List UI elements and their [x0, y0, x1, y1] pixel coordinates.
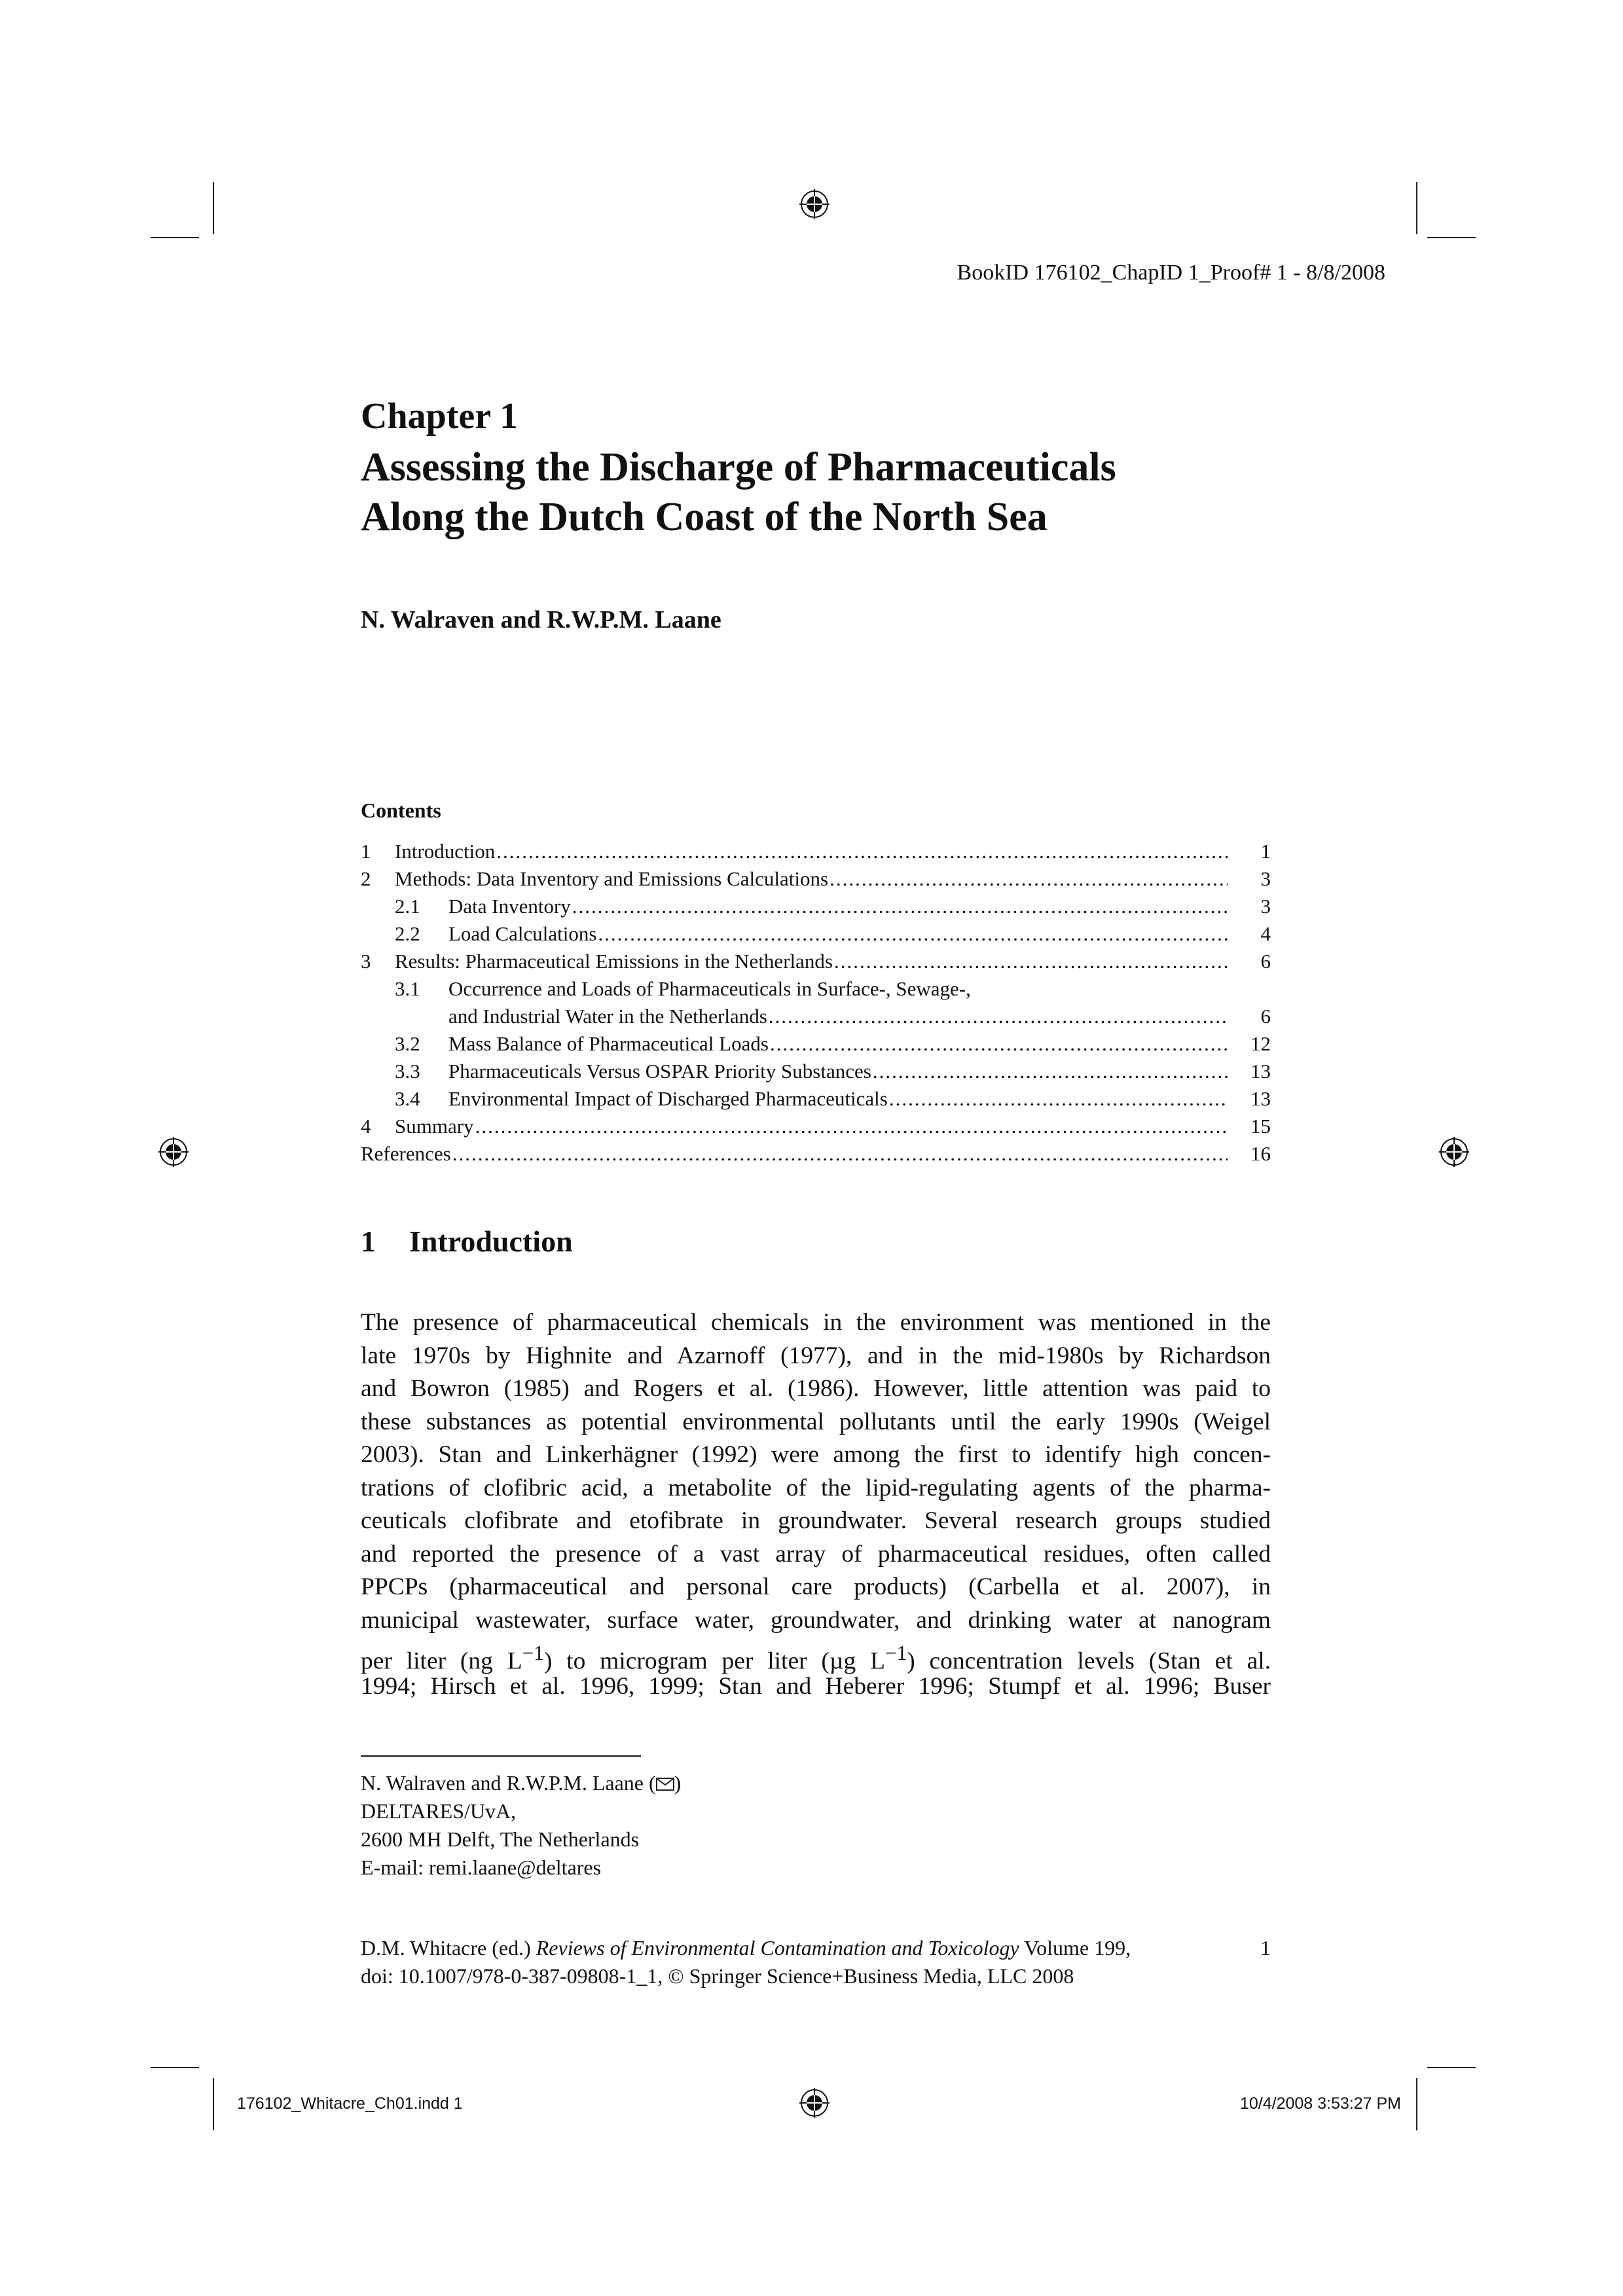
toc-page: 1 [1260, 840, 1271, 863]
toc-entry-continued[interactable] [361, 1003, 1271, 1030]
toc-entry[interactable] [361, 975, 1271, 1003]
body-line: PPCPs (pharmaceutical and personal care products) (Carbella et al. 2007), in [361, 1573, 1271, 1600]
chapter-label: Chapter 1 [361, 396, 519, 437]
journal-title: Reviews of Environmental Contamination and Toxicology [536, 1936, 1019, 1960]
toc-entry[interactable] [361, 1085, 1271, 1113]
toc-page: 13 [1250, 1087, 1271, 1110]
crop-mark [1416, 2078, 1417, 2130]
doi-line[interactable]: doi: 10.1007/978-0-387-09808-1_1, © Springer Science+Business Media, LLC 2008 [361, 1964, 1074, 1988]
envelope-icon[interactable] [656, 1778, 674, 1791]
toc-leader [834, 948, 1228, 975]
body-line: trations of clofibric acid, a metabolite of the lipid-regulating agents of the pharma- [361, 1474, 1271, 1501]
superscript: −1 [884, 1641, 907, 1664]
toc-leader [496, 838, 1228, 865]
body-line: 2003). Stan and Linkerhägner (1992) were among the first to identify high concen- [361, 1441, 1271, 1468]
citation-block [361, 1934, 1271, 1990]
slug-filename: 176102_Whitacre_Ch01.indd 1 [237, 2094, 463, 2113]
toc-number: 2.2 [395, 922, 420, 945]
toc-entry[interactable] [361, 838, 1271, 865]
footnote-email[interactable]: E-mail: remi.laane@deltares [361, 1856, 602, 1879]
toc-title: Data Inventory [448, 895, 571, 918]
toc-page: 6 [1260, 950, 1271, 973]
toc-leader [598, 920, 1228, 948]
footnote-address: 2600 MH Delft, The Netherlands [361, 1827, 640, 1851]
body-line: per liter (ng $L^{-1}$) to microgram per liter (µg $L^{-1}$) concentration levels (Stan et al. [361, 1641, 1271, 1675]
toc-title: References [361, 1142, 451, 1165]
section-number: 1 [361, 1225, 376, 1258]
chapter-title-line: Along the Dutch Coast of the North Sea [361, 495, 1048, 539]
chapter-title [361, 442, 1408, 542]
toc-leader [830, 865, 1228, 893]
registration-mark-icon [1439, 1137, 1469, 1167]
section-heading [361, 1224, 573, 1259]
citation-line: D.M. Whitacre (ed.) Reviews of Environmental Contamination and Toxicology Volume 199, [361, 1936, 1131, 1960]
crop-mark [213, 182, 214, 234]
toc-number: 1 [361, 840, 371, 863]
footnote-affiliation: DELTARES/UvA, [361, 1799, 517, 1823]
contents-heading: Contents [361, 798, 441, 822]
toc-title: Pharmaceuticals Versus OSPAR Priority Substances [448, 1060, 871, 1083]
page-number: 1 [1260, 1936, 1271, 1960]
toc-leader [889, 1085, 1228, 1113]
crop-mark [151, 2067, 199, 2068]
toc-title: and Industrial Water in the Netherlands [448, 1005, 767, 1028]
toc-entry[interactable] [361, 1140, 1271, 1168]
body-line: municipal wastewater, surface water, groundwater, and drinking water at nanogram [361, 1606, 1271, 1634]
toc-title: Load Calculations [448, 922, 597, 945]
crop-mark [1416, 182, 1417, 234]
chapter-title-line: Assessing the Discharge of Pharmaceuticals [361, 445, 1116, 490]
crop-mark [213, 2078, 214, 2130]
toc-number: 3.2 [395, 1032, 420, 1055]
toc-entry[interactable] [361, 1058, 1271, 1085]
toc-number: 2.1 [395, 895, 420, 918]
toc-page: 16 [1250, 1142, 1271, 1165]
toc-number: 3.3 [395, 1060, 420, 1083]
toc-leader [452, 1140, 1228, 1168]
toc-number: 3.4 [395, 1087, 420, 1110]
running-header: BookID 176102_ChapID 1_Proof# 1 - 8/8/2008 [957, 260, 1385, 285]
toc-entry[interactable] [361, 865, 1271, 893]
body-line: The presence of pharmaceutical chemicals in the environment was mentioned in the [361, 1309, 1271, 1336]
toc-number: 3.1 [395, 977, 420, 1000]
toc-title: Mass Balance of Pharmaceutical Loads [448, 1032, 769, 1055]
body-line: late 1970s by Highnite and Azarnoff (1977), and in the mid-1980s by Richardson [361, 1342, 1271, 1369]
superscript: −1 [522, 1641, 544, 1664]
toc-page: 3 [1260, 895, 1271, 918]
toc-entry[interactable] [361, 948, 1271, 975]
toc-entry[interactable] [361, 1030, 1271, 1058]
footnote-authors: N. Walraven and R.W.P.M. Laane ( ) [361, 1771, 682, 1795]
toc-title: Occurrence and Loads of Pharmaceuticals in Surface-, Sewage-, [448, 977, 971, 1000]
toc-leader [873, 1058, 1228, 1085]
toc-title: Environmental Impact of Discharged Pharmaceuticals [448, 1087, 888, 1110]
registration-mark-icon [799, 189, 830, 219]
author-footnote [361, 1769, 681, 1882]
toc-page: 13 [1250, 1060, 1271, 1083]
crop-mark [1427, 237, 1476, 238]
body-line: these substances as potential environmental pollutants until the early 1990s (Weigel [361, 1408, 1271, 1435]
toc-page: 6 [1260, 1005, 1271, 1028]
toc-title: Introduction [395, 840, 496, 863]
toc-title: Methods: Data Inventory and Emissions Calculations [395, 867, 829, 890]
toc-leader [572, 893, 1228, 920]
body-line: 1994; Hirsch et al. 1996, 1999; Stan and Heberer 1996; Stumpf et al. 1996; Buser [361, 1672, 1271, 1700]
toc-number: 4 [361, 1115, 371, 1138]
toc-entry[interactable] [361, 1113, 1271, 1140]
toc-leader [770, 1030, 1228, 1058]
slug-datetime: 10/4/2008 3:53:27 PM [1239, 2094, 1401, 2113]
toc-leader [769, 1003, 1228, 1030]
chapter-authors: N. Walraven and R.W.P.M. Laane [361, 606, 721, 634]
crop-mark [1427, 2067, 1476, 2068]
registration-mark-icon [158, 1137, 189, 1167]
toc-entry[interactable] [361, 920, 1271, 948]
toc-title: Summary [395, 1115, 474, 1138]
body-paragraph [361, 1306, 1271, 1703]
toc-page: 12 [1250, 1032, 1271, 1055]
toc-page: 3 [1260, 867, 1271, 890]
toc-page: 4 [1260, 922, 1271, 945]
toc-leader [475, 1113, 1228, 1140]
registration-mark-icon [799, 2088, 830, 2118]
toc-entry[interactable] [361, 893, 1271, 920]
table-of-contents [361, 838, 1271, 1168]
body-line: ceuticals clofibrate and etofibrate in groundwater. Several research groups studied [361, 1507, 1271, 1534]
toc-number: 3 [361, 950, 371, 973]
toc-title: Results: Pharmaceutical Emissions in the Netherlands [395, 950, 833, 973]
footnote-rule [361, 1755, 641, 1757]
body-line: and Bowron (1985) and Rogers et al. (1986). However, little attention was paid to [361, 1375, 1271, 1402]
toc-page: 15 [1250, 1115, 1271, 1138]
section-title: Introduction [409, 1225, 573, 1258]
body-line: and reported the presence of a vast array of pharmaceutical residues, often called [361, 1540, 1271, 1568]
toc-number: 2 [361, 867, 371, 890]
crop-mark [151, 237, 199, 238]
